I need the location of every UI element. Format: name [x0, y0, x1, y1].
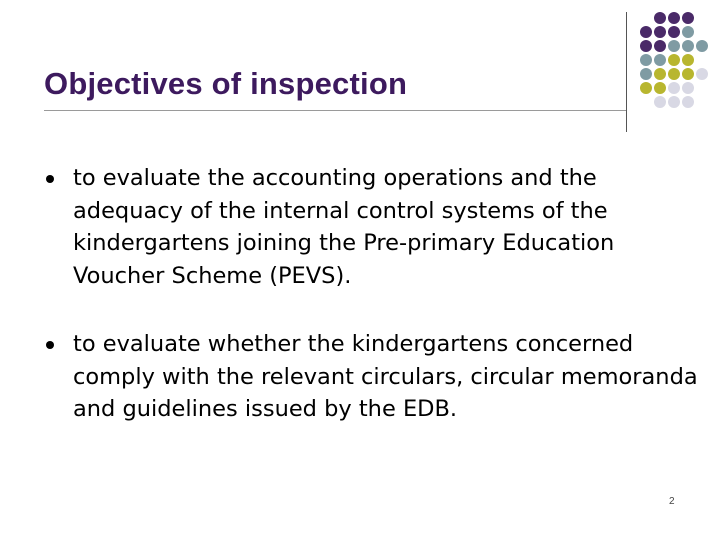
decorative-dot [682, 96, 694, 108]
bullet-text: to evaluate the accounting operations and the adequacy of the internal control systems of the kindergartens joining the Pre-primary Education Voucher Scheme (PEVS). [73, 165, 615, 289]
decorative-dot [668, 82, 680, 94]
decorative-dot [682, 40, 694, 52]
decorative-dot [682, 82, 694, 94]
decorative-dot [654, 68, 666, 80]
decorative-dot [696, 68, 708, 80]
bullet-list [46, 162, 706, 426]
title-underline [44, 110, 626, 111]
decorative-dot [654, 40, 666, 52]
decorative-dot [682, 68, 694, 80]
decorative-dot-grid [640, 12, 720, 124]
bullet-item [46, 328, 706, 426]
decorative-dot [668, 40, 680, 52]
decorative-dot [654, 82, 666, 94]
bullet-item [46, 162, 706, 292]
decorative-dot [640, 26, 652, 38]
bullet-text: to evaluate whether the kindergartens concerned comply with the relevant circulars, circular memoranda and guidelines issued by the EDB. [73, 331, 698, 422]
decorative-dot [668, 68, 680, 80]
vertical-divider [626, 12, 627, 132]
decorative-dot [640, 68, 652, 80]
decorative-dot [696, 40, 708, 52]
decorative-dot [640, 54, 652, 66]
page-number: 2 [669, 496, 675, 507]
bullet-icon [46, 341, 54, 349]
bullet-icon [46, 175, 54, 183]
decorative-dot [668, 26, 680, 38]
slide-title: Objectives of inspection [44, 66, 408, 101]
decorative-dot [668, 54, 680, 66]
decorative-dot [640, 82, 652, 94]
decorative-dot [654, 96, 666, 108]
decorative-dot [668, 12, 680, 24]
decorative-dot [654, 12, 666, 24]
decorative-dot [654, 26, 666, 38]
decorative-dot [640, 40, 652, 52]
decorative-dot [682, 26, 694, 38]
decorative-dot [682, 54, 694, 66]
decorative-dot [668, 96, 680, 108]
decorative-dot [654, 54, 666, 66]
decorative-dot [682, 12, 694, 24]
